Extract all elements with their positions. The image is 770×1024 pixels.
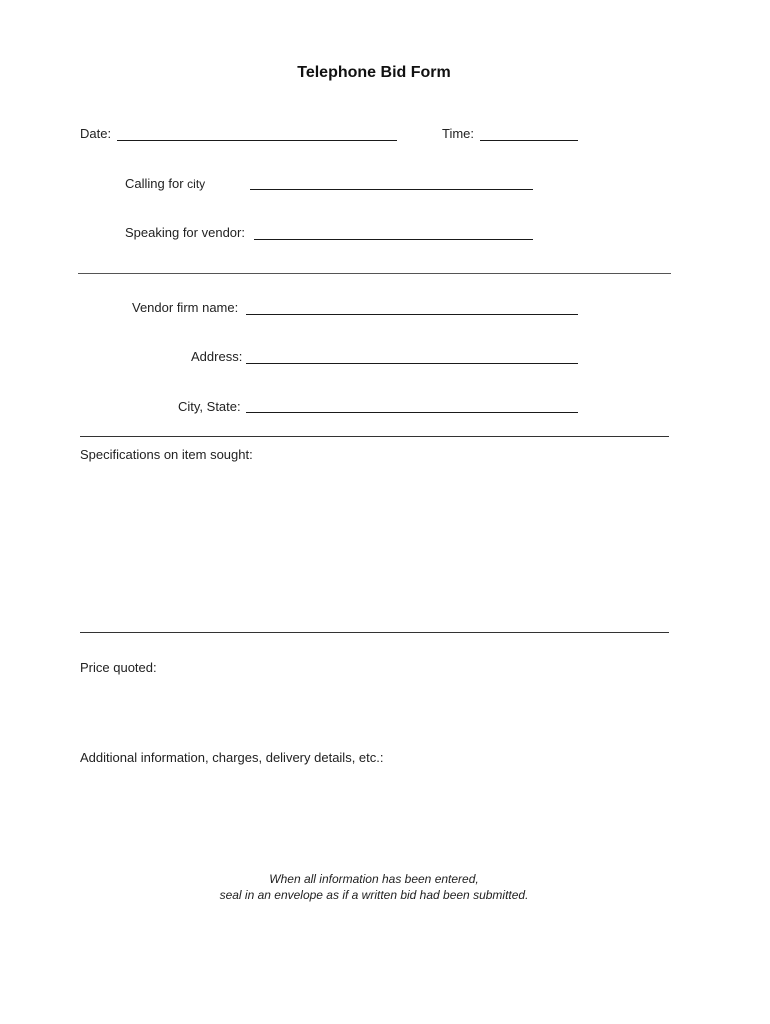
section-divider	[78, 273, 671, 274]
price-label: Price quoted:	[80, 660, 157, 675]
city-state-field[interactable]	[246, 412, 578, 413]
calling-for-field[interactable]	[250, 189, 533, 190]
time-field[interactable]	[480, 140, 578, 141]
address-label: Address:	[191, 349, 243, 364]
address-field[interactable]	[246, 363, 578, 364]
additional-info-area[interactable]	[80, 770, 669, 860]
speaking-for-field[interactable]	[254, 239, 533, 240]
specifications-label: Specifications on item sought:	[80, 447, 253, 462]
footer-note-line2: seal in an envelope as if a written bid had been submitted.	[219, 888, 529, 902]
calling-for-value: city	[187, 177, 206, 191]
vendor-name-field[interactable]	[246, 314, 578, 315]
section-divider	[80, 436, 669, 437]
footer-note-line1: When all information has been entered,	[269, 872, 479, 886]
city-state-label: City, State:	[178, 399, 241, 414]
date-label: Date:	[80, 126, 112, 141]
specifications-area[interactable]	[80, 468, 669, 628]
additional-info-label: Additional information, charges, delivery details, etc.:	[80, 750, 384, 765]
calling-for-label: Calling for city	[125, 176, 206, 191]
vendor-name-label: Vendor firm name:	[132, 300, 239, 315]
date-field[interactable]	[117, 140, 397, 141]
price-area[interactable]	[80, 680, 669, 740]
section-divider	[80, 632, 669, 633]
speaking-for-label: Speaking for vendor:	[125, 225, 245, 240]
page-title: Telephone Bid Form	[297, 64, 451, 81]
time-label: Time:	[442, 126, 475, 141]
